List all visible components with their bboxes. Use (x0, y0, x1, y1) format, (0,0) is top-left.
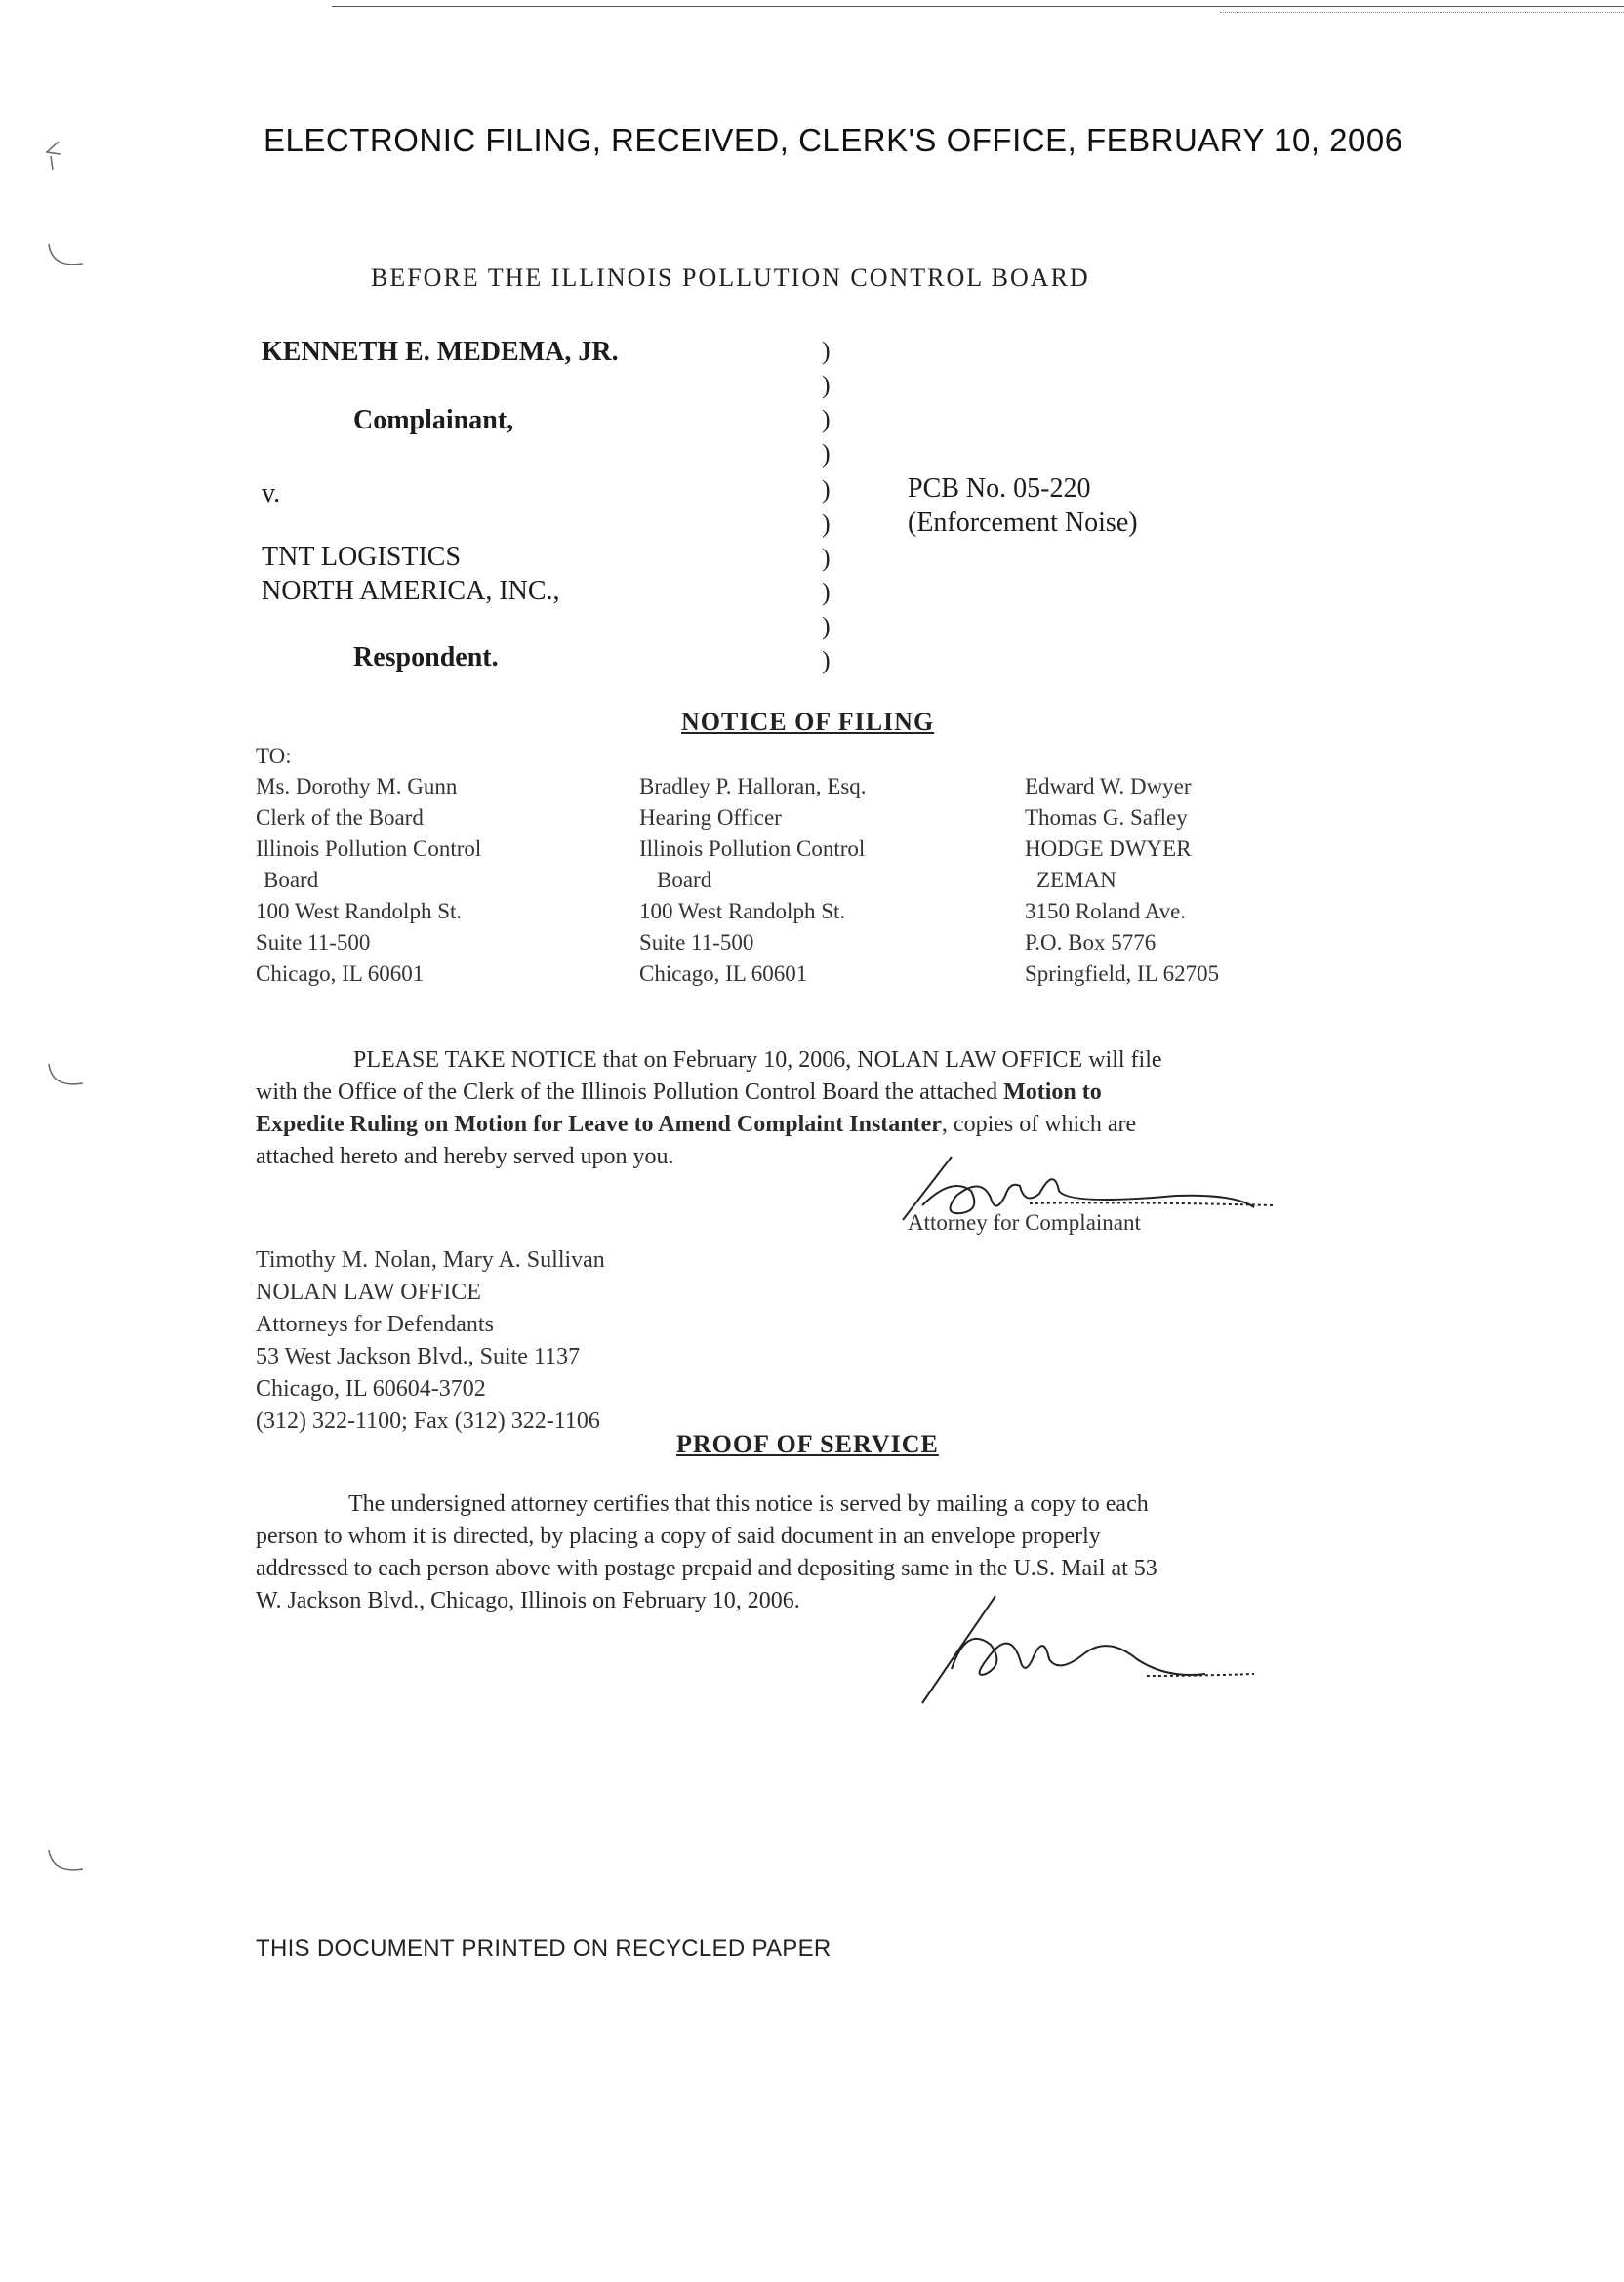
attorney-role: Attorneys for Defendants (256, 1312, 494, 1337)
firm-phone-fax: (312) 322-1100; Fax (312) 322-1106 (256, 1408, 600, 1434)
recycled-paper-footer: THIS DOCUMENT PRINTED ON RECYCLED PAPER (256, 1936, 832, 1962)
caption-paren: ) (822, 439, 831, 468)
caption-paren: ) (822, 612, 831, 640)
scan-top-edge-line (332, 6, 1624, 7)
recipient-2-line: Suite 11-500 (639, 930, 754, 955)
attorney-contact-block (256, 1244, 605, 1438)
recipient-3-line: Thomas G. Safley (1025, 805, 1188, 830)
recipient-2-line: Illinois Pollution Control (639, 836, 866, 861)
caption-paren: ) (822, 578, 831, 606)
recipient-address-2 (639, 771, 867, 990)
proof-body-line: W. Jackson Blvd., Chicago, Illinois on February 10, 2006. (256, 1588, 800, 1613)
caption-paren: ) (822, 371, 831, 399)
recipient-1-line: Board (264, 868, 319, 892)
margin-mark-top (39, 137, 68, 176)
recipient-address-3 (1025, 771, 1219, 990)
to-label: TO: (256, 744, 292, 768)
case-number: PCB No. 05-220 (908, 473, 1091, 504)
notice-body-text: , copies of which are (941, 1112, 1137, 1137)
notice-body-line: attached hereto and hereby served upon you. (256, 1144, 674, 1169)
caption-paren: ) (822, 475, 831, 504)
case-type: (Enforcement Noise) (908, 508, 1138, 538)
notice-body-line: PLEASE TAKE NOTICE that on February 10, 2006, NOLAN LAW OFFICE will file (353, 1047, 1162, 1073)
firm-street-address: 53 West Jackson Blvd., Suite 1137 (256, 1344, 581, 1369)
recipient-1-line: Chicago, IL 60601 (256, 961, 425, 986)
scan-top-edge-dotted-line (1220, 12, 1624, 13)
caption-paren: ) (822, 509, 831, 538)
recipient-1-line: Ms. Dorothy M. Gunn (256, 774, 458, 798)
complainant-name: KENNETH E. MEDEMA, JR. (262, 337, 619, 367)
proof-of-service-signature (913, 1586, 1264, 1713)
caption-paren: ) (822, 405, 831, 433)
proof-body-line: person to whom it is directed, by placing a copy of said document in an envelope properly (256, 1524, 1101, 1549)
law-firm-name: NOLAN LAW OFFICE (256, 1280, 481, 1305)
caption-paren: ) (822, 544, 831, 572)
notice-of-filing-heading: NOTICE OF FILING (681, 708, 935, 736)
complainant-role: Complainant, (353, 405, 514, 435)
recipient-2-line: Board (657, 868, 712, 892)
recipient-1-line: Illinois Pollution Control (256, 836, 482, 861)
firm-city-state-zip: Chicago, IL 60604-3702 (256, 1376, 486, 1402)
hole-punch-mark-3 (44, 1845, 93, 1884)
court-name-heading: BEFORE THE ILLINOIS POLLUTION CONTROL BOARD (371, 264, 1090, 292)
signature-label: Attorney for Complainant (908, 1210, 1141, 1235)
attorney-names: Timothy M. Nolan, Mary A. Sullivan (256, 1247, 605, 1273)
caption-paren: ) (822, 646, 831, 674)
proof-body-line: addressed to each person above with postage prepaid and depositing same in the U.S. Mail at 53 (256, 1556, 1157, 1581)
respondent-role: Respondent. (353, 642, 499, 672)
recipient-3-line: 3150 Roland Ave. (1025, 899, 1187, 923)
recipient-2-line: 100 West Randolph St. (639, 899, 846, 923)
recipient-3-line: Springfield, IL 62705 (1025, 961, 1220, 986)
electronic-filing-banner: ELECTRONIC FILING, RECEIVED, CLERK'S OFFICE, FEBRUARY 10, 2006 (264, 122, 1403, 158)
motion-title-part-2: Expedite Ruling on Motion for Leave to Amend Complaint Instanter (256, 1112, 942, 1137)
recipient-2-line: Bradley P. Halloran, Esq. (639, 774, 867, 798)
recipient-2-line: Hearing Officer (639, 805, 782, 830)
hole-punch-mark-1 (44, 239, 93, 278)
notice-body-line (256, 1077, 1378, 1109)
notice-body-text: with the Office of the Clerk of the Illinois Pollution Control Board the attached (256, 1080, 1004, 1105)
recipient-3-line: ZEMAN (1036, 868, 1116, 892)
recipient-address-1 (256, 771, 481, 990)
recipient-2-line: Chicago, IL 60601 (639, 961, 808, 986)
hole-punch-mark-2 (44, 1059, 93, 1098)
respondent-name-line-2: NORTH AMERICA, INC., (262, 576, 560, 606)
motion-title-part-1: Motion to (1003, 1080, 1102, 1105)
caption-paren: ) (822, 337, 831, 365)
recipient-3-line: Edward W. Dwyer (1025, 774, 1192, 798)
recipient-1-line: Clerk of the Board (256, 805, 424, 830)
recipient-3-line: HODGE DWYER (1025, 836, 1192, 861)
recipient-3-line: P.O. Box 5776 (1025, 930, 1157, 955)
proof-body-line: The undersigned attorney certifies that this notice is served by mailing a copy to each (348, 1491, 1149, 1517)
recipient-1-line: 100 West Randolph St. (256, 899, 463, 923)
versus-label: v. (262, 478, 281, 509)
proof-of-service-heading: PROOF OF SERVICE (676, 1430, 939, 1458)
recipient-1-line: Suite 11-500 (256, 930, 371, 955)
respondent-name-line-1: TNT LOGISTICS (262, 542, 462, 572)
